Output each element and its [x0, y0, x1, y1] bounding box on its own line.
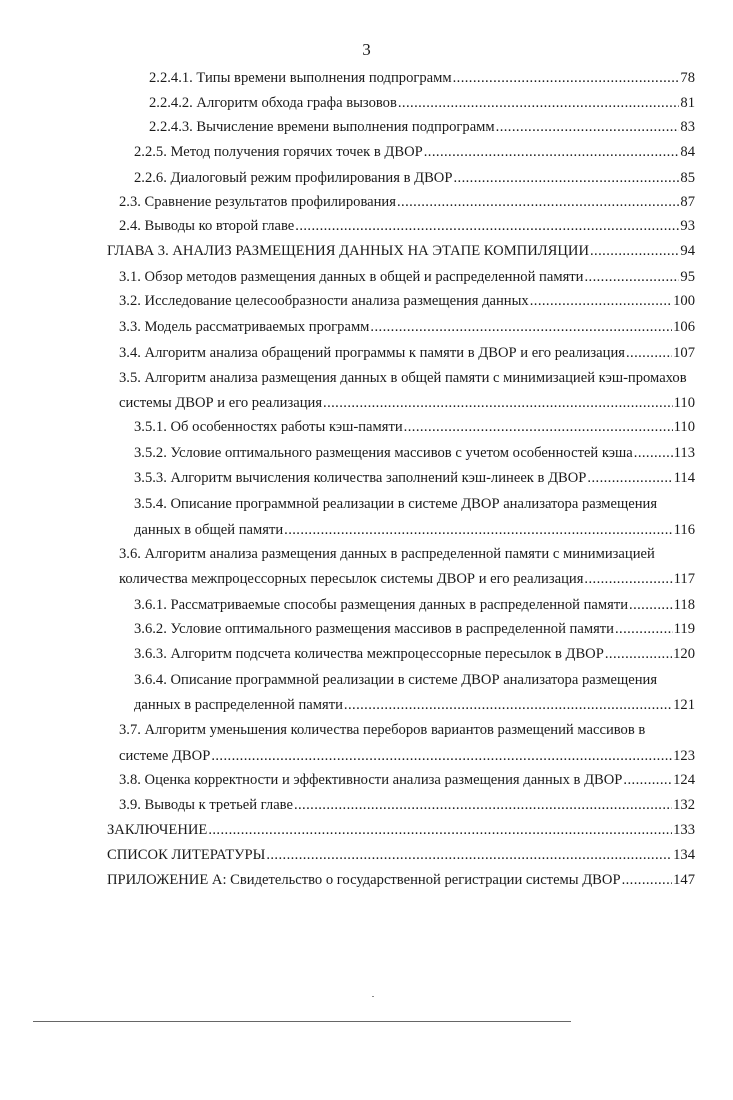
- toc-entry: [119, 192, 695, 212]
- toc-entry: [119, 770, 695, 790]
- dot-leader: [294, 795, 672, 815]
- toc-entry-title: ЗАКЛЮЧЕНИЕ: [107, 822, 208, 838]
- toc-entry: [107, 845, 695, 865]
- toc-entry-page: 81: [680, 95, 695, 111]
- bottom-rule: [33, 1021, 571, 1022]
- toc-entry-page: 87: [680, 194, 695, 210]
- toc-entry-title: 2.2.6. Диалоговый режим профилирования в ДВОР: [134, 170, 453, 186]
- toc-entry-page: 106: [673, 319, 695, 335]
- toc-entry-page: 93: [680, 218, 695, 234]
- toc-entry-title: СПИСОК ЛИТЕРАТУРЫ: [107, 847, 266, 863]
- toc-entry-title: 3.6.3. Алгоритм подсчета количества межпроцессорные пересылок в ДВОР: [134, 646, 604, 662]
- toc-entry-page: 84: [680, 144, 695, 160]
- toc-entry-page: 147: [673, 872, 695, 888]
- toc-entry: [107, 820, 695, 840]
- toc-entry-page: 114: [673, 470, 695, 486]
- toc-entry-title: данных в распределенной памяти: [134, 697, 343, 713]
- toc-entry-title: системы ДВОР и его реализация: [119, 395, 323, 411]
- toc-entry-title: 2.2.4.1. Типы времени выполнения подпрограмм: [149, 70, 452, 86]
- toc-entry-page: 110: [673, 395, 695, 411]
- toc-entry: [107, 870, 695, 890]
- toc-entry-page: 85: [680, 170, 695, 186]
- toc-entry-page: 117: [673, 571, 695, 587]
- toc-entry-title: системе ДВОР: [119, 748, 211, 764]
- toc-entry: [134, 644, 695, 664]
- dot-leader: [584, 267, 679, 287]
- toc-entry: [119, 216, 695, 236]
- toc-entry: [119, 544, 695, 564]
- toc-entry: [134, 494, 695, 514]
- toc-entry: [134, 670, 695, 690]
- toc-entry-page: 123: [673, 748, 695, 764]
- dot-leader: [453, 68, 680, 88]
- toc-entry-title: ПРИЛОЖЕНИЕ А: Свидетельство о государственной регистрации системы ДВОР: [107, 872, 621, 888]
- dot-leader: [615, 619, 673, 639]
- toc-entry: [134, 695, 695, 715]
- toc-entry-page: 134: [673, 847, 695, 863]
- toc-entry: [119, 795, 695, 815]
- dot-leader: [590, 241, 679, 261]
- dot-leader: [208, 820, 672, 840]
- toc-entry-title: 3.6.2. Условие оптимального размещения массивов в распределенной памяти: [134, 621, 614, 637]
- toc-entry-title: 2.2.5. Метод получения горячих точек в ДВОР: [134, 144, 423, 160]
- toc-entry-page: 120: [673, 646, 695, 662]
- toc-entry: [119, 343, 695, 363]
- toc-entry-title: 3.5.2. Условие оптимального размещения массивов с учетом особенностей кэша: [134, 445, 633, 461]
- toc-entry-title: 2.4. Выводы ко второй главе: [119, 218, 295, 234]
- toc-entry-title: 3.3. Модель рассматриваемых программ: [119, 319, 370, 335]
- toc-entry-page: 94: [680, 243, 695, 259]
- dot-leader: [370, 317, 672, 337]
- dot-leader: [496, 117, 680, 137]
- toc-entry: [119, 746, 695, 766]
- toc-entry-title: 3.7. Алгоритм уменьшения количества переборов вариантов размещений массивов в: [119, 722, 646, 738]
- dot-leader: [211, 746, 672, 766]
- toc-entry-page: 107: [673, 345, 695, 361]
- toc-entry: [119, 393, 695, 413]
- toc-entry-page: 118: [673, 597, 695, 613]
- toc-entry: [134, 443, 695, 463]
- toc-entry: [134, 595, 695, 615]
- toc-entry-title: 3.8. Оценка корректности и эффективности анализа размещения данных в ДВОР: [119, 772, 623, 788]
- toc-entry-title: данных в общей памяти: [134, 522, 284, 538]
- toc-entry-page: 124: [673, 772, 695, 788]
- dot-leader: [587, 468, 672, 488]
- toc-entry-page: 113: [673, 445, 695, 461]
- dot-leader: [622, 870, 673, 890]
- toc-entry-page: 110: [673, 419, 695, 435]
- dot-leader: [266, 845, 672, 865]
- dot-leader: [284, 520, 673, 540]
- dot-leader: [323, 393, 673, 413]
- toc-entry: [149, 117, 695, 137]
- toc-entry-title: 2.2.4.3. Вычисление времени выполнения подпрограмм: [149, 119, 495, 135]
- toc-entry-title: ГЛАВА 3. АНАЛИЗ РАЗМЕЩЕНИЯ ДАННЫХ НА ЭТАПЕ КОМПИЛЯЦИИ: [107, 243, 589, 259]
- toc-entry: [119, 291, 695, 311]
- toc-entry: [119, 569, 695, 589]
- dot-leader: [530, 291, 672, 311]
- toc-entry-title: 3.6.1. Рассматриваемые способы размещения данных в распределенной памяти: [134, 597, 629, 613]
- toc-entry-title: 3.6. Алгоритм анализа размещения данных в распределенной памяти с минимизацией: [119, 546, 655, 562]
- toc-entry: [107, 241, 695, 261]
- toc-entry-page: 132: [673, 797, 695, 813]
- toc-entry: [134, 168, 695, 188]
- dot-leader: [584, 569, 672, 589]
- toc-entry-title: 3.1. Обзор методов размещения данных в общей и распределенной памяти: [119, 269, 584, 285]
- dot-leader: [424, 142, 680, 162]
- toc-entry-page: 95: [680, 269, 695, 285]
- toc-entry-title: 3.4. Алгоритм анализа обращений программы к памяти в ДВОР и его реализация: [119, 345, 625, 361]
- dot-leader: [344, 695, 672, 715]
- toc-entry: [119, 267, 695, 287]
- dot-leader: [629, 595, 673, 615]
- toc-entry-title: 2.3. Сравнение результатов профилирования: [119, 194, 396, 210]
- toc-entry-title: количества межпроцессорных пересылок системы ДВОР и его реализация: [119, 571, 584, 587]
- dot-leader: [605, 644, 672, 664]
- toc-entry-title: 3.5.4. Описание программной реализации в системе ДВОР анализатора размещения: [134, 496, 658, 512]
- toc-entry-page: 116: [673, 522, 695, 538]
- toc-entry: [134, 520, 695, 540]
- toc-entry: [149, 93, 695, 113]
- toc-entry-page: 78: [680, 70, 695, 86]
- toc-entry-page: 100: [673, 293, 695, 309]
- toc-entry: [149, 68, 695, 88]
- dot-leader: [626, 343, 672, 363]
- toc-entry: [134, 468, 695, 488]
- toc-entry-title: 3.5.1. Об особенностях работы кэш-памяти: [134, 419, 403, 435]
- toc-entry: [134, 619, 695, 639]
- toc-entry-title: 3.5.3. Алгоритм вычисления количества заполнений кэш-линеек в ДВОР: [134, 470, 587, 486]
- toc-entry-title: 3.5. Алгоритм анализа размещения данных в общей памяти с минимизацией кэш-промахов: [119, 370, 687, 386]
- dot-leader: [453, 168, 679, 188]
- toc-entry-title: 3.9. Выводы к третьей главе: [119, 797, 293, 813]
- dot-leader: [295, 216, 679, 236]
- dot-leader: [398, 93, 680, 113]
- dot-leader: [623, 770, 672, 790]
- toc-entry-page: 121: [673, 697, 695, 713]
- toc-entry-title: 2.2.4.2. Алгоритм обхода графа вызовов: [149, 95, 397, 111]
- toc-entry-page: 83: [680, 119, 695, 135]
- dot-leader: [404, 417, 673, 437]
- dot-leader: [634, 443, 673, 463]
- toc-entry-page: 119: [673, 621, 695, 637]
- toc-entry: [119, 317, 695, 337]
- toc-entry: [119, 720, 695, 740]
- toc-entry: [134, 142, 695, 162]
- dot-leader: [397, 192, 679, 212]
- toc-entry: [119, 368, 695, 388]
- scan-speck: [372, 996, 374, 997]
- toc-entry: [134, 417, 695, 437]
- page-number: 3: [362, 40, 371, 59]
- toc-entry-title: 3.6.4. Описание программной реализации в системе ДВОР анализатора размещения: [134, 672, 658, 688]
- toc-entry-title: 3.2. Исследование целесообразности анализа размещения данных: [119, 293, 529, 309]
- toc-entry-page: 133: [673, 822, 695, 838]
